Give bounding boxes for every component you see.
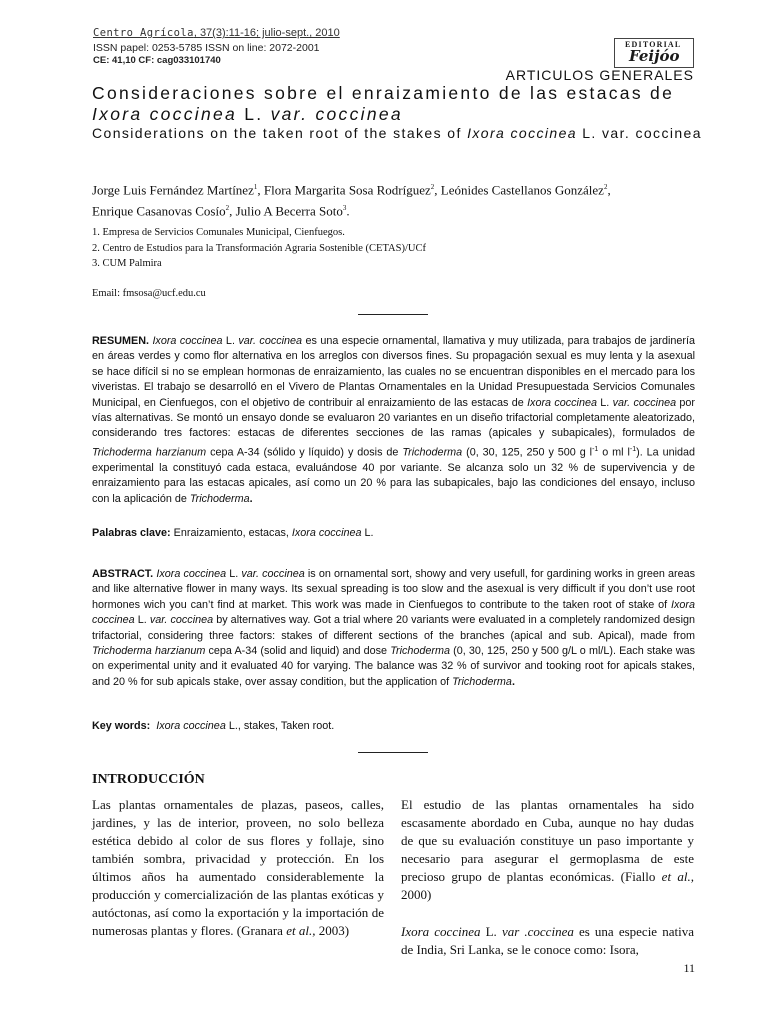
- author-name: , Leónides Castellanos González: [434, 182, 604, 198]
- body-paragraph: [401, 796, 694, 904]
- citation-italic: et al.,: [661, 869, 694, 884]
- abstract-text: (0, 30, 125, 250 y 500 g/L o ml/L). Each stake was on experimental unity and it evaluated 40 for varying. The balance was 32 % of survivor and tooking root for apicals stakes, and 20 % for sub apicals stake, over assay condition, but the application of: [92, 645, 695, 688]
- title-es-mid: L.: [237, 104, 271, 124]
- author-affil-mark: 2: [430, 183, 435, 191]
- author-end: .: [346, 203, 350, 219]
- page-number: 11: [683, 961, 695, 975]
- abstract-italic: Ixora coccinea: [156, 568, 227, 580]
- logo-main-text: Feijóo: [629, 47, 680, 65]
- author-name: Enrique Casanovas Cosío: [92, 203, 226, 219]
- title-es-species: Ixora coccinea: [92, 104, 238, 124]
- author-separator: ,: [607, 182, 611, 198]
- body-column-right: [401, 796, 694, 978]
- title-es-variety: var. coccinea: [270, 104, 403, 124]
- body-text: El estudio de las plantas ornamentales ha sido escasamente abordado en Cuba, aunque no hay dudas de que su evaluación constituye un paso importante y necesario para asegurar el germoplasma de este precioso grupo de plantas económicas. (Fiallo: [401, 797, 694, 884]
- journal-citation: [93, 27, 340, 39]
- title-en-text: Considerations on the taken root of the stakes of: [92, 125, 468, 141]
- resumen-italic: Trichoderma harzianum: [92, 446, 207, 459]
- resumen-italic: Ixora coccinea: [527, 396, 597, 409]
- ce-cf-line: CE: 41,10 CF: cag033101740: [93, 55, 221, 66]
- abstract-italic: var. coccinea: [149, 614, 214, 627]
- author-list: [92, 178, 702, 221]
- logo-top-text: EDITORIAL: [625, 40, 682, 49]
- body-text: 2000): [401, 887, 432, 902]
- abstract-text: L.: [134, 614, 150, 627]
- resumen-superscript: -1: [629, 445, 637, 453]
- title-en-species: Ixora coccinea: [467, 125, 577, 141]
- title-english: [92, 124, 712, 142]
- palabras-text: Enraizamiento, estacas,: [170, 527, 292, 539]
- body-text: L.: [480, 924, 502, 939]
- resumen-paragraph: [92, 334, 695, 507]
- resumen-italic: Ixora coccinea: [152, 335, 223, 347]
- body-column-left: [92, 796, 384, 959]
- abstract-italic: Trichoderma: [390, 645, 450, 658]
- citation-italic: et al.,: [286, 923, 316, 938]
- section-label: ARTICULOS GENERALES: [505, 67, 694, 83]
- resumen-italic: var. coccinea: [612, 396, 677, 409]
- keywords-label: Key words:: [92, 720, 151, 732]
- abstract-italic: Ixora coccinea: [92, 598, 695, 627]
- title-en-suffix: L. var. coccinea: [576, 125, 702, 141]
- title-es-text: Consideraciones sobre el enraizamiento de las estacas de: [92, 83, 675, 103]
- title-spanish: [92, 83, 712, 125]
- resumen-text: ). La unidad experimental la constituyó cada estaca, evaluándose 40 por variante. Se alcanza solo un 32 % de supervivencia y de enraizamiento para las estacas apicales, así como un 20 % para las subapicales, bajo las condiciones del ensayo, incluso con la aplicación de: [92, 446, 696, 505]
- contact-email: Email: fmsosa@ucf.edu.cu: [92, 288, 206, 299]
- author-affil-mark: 1: [253, 183, 258, 191]
- resumen-superscript: -1: [592, 445, 599, 453]
- affiliation-list: [92, 225, 426, 272]
- abstract-paragraph: [92, 567, 695, 690]
- resumen-text: es una especie ornamental, llamativa y muy utilizada, para trabajos de jardinería en áreas verdes y como flor alternativa en los arreglos con diversos fines. Su propagación sexual es muy lenta y la asexual se hace difícil si no se emplean hormonas de enraizamiento, las cuales no se encuentran disponibles en el mercado para los viveristas. El trabajo se desarrolló en el Vivero de Plantas Ornamentales en la Unidad Presupuestada Servicios Comunales Municipal, en Cienfuegos, con el objetivo de contribuir al enraizamiento de las estacas de: [92, 335, 695, 409]
- body-text: Las plantas ornamentales de plazas, paseos, calles, jardines, y las de interior, proveen, no solo belleza estética debido al color de sus flores y follaje, sino también sombra, privacidad y protección. En los últimos años ha aumentado considerablemente la producción y comercialización de las plantas exóticas y autóctonas, así como la exportación y la importación de numerosas plantas y flores. (Granara: [92, 797, 384, 938]
- resumen-text: o ml l: [598, 446, 630, 459]
- resumen-text: .: [249, 492, 253, 505]
- species-italic: Ixora coccinea: [401, 924, 481, 939]
- palabras-italic: Ixora coccinea: [291, 527, 362, 539]
- abstract-italic: Trichoderma harzianum: [92, 645, 206, 658]
- author-name: , Flora Margarita Sosa Rodríguez: [257, 182, 431, 198]
- palabras-text: L.: [361, 527, 374, 539]
- author-name: , Julio A Becerra Soto: [229, 203, 343, 219]
- key-words: [92, 719, 695, 734]
- body-text: es una especie nativa de India, Sri Lanka, se le conoce como: Isora,: [401, 924, 694, 957]
- abstract-italic: Trichoderma: [452, 675, 512, 688]
- affiliation-item: 2. Centro de Estudios para la Transformación Agraria Sostenible (CETAS)/UCf: [92, 242, 426, 254]
- abstract-label: ABSTRACT.: [92, 568, 154, 580]
- affiliation-item: 3. CUM Palmira: [92, 258, 162, 269]
- author-affil-mark: 3: [342, 204, 347, 213]
- section-heading: INTRODUCCIÓN: [92, 772, 205, 787]
- resumen-italic: Trichoderma: [402, 446, 463, 459]
- abstract-text: is on ornamental sort, showy and very usefull, for gardining works in green areas and like alternative flower in many ways. Its sexual spreading is too slow and the asexual is very difficult if you don’t use root hormones wich you can’t find at market. This work was made in Cienfuegos to contribute to the taken root of stake of: [92, 568, 695, 611]
- abstract-text: L.: [226, 568, 242, 580]
- resumen-text: L.: [222, 335, 239, 347]
- journal-name: Centro Agrícola: [93, 27, 194, 39]
- author-name: Jorge Luis Fernández Martínez: [92, 182, 254, 198]
- separator-rule: [358, 314, 428, 315]
- resumen-text: L.: [596, 396, 613, 409]
- separator-rule: [358, 752, 428, 753]
- body-paragraph: [401, 923, 694, 959]
- abstract-italic: var. coccinea: [241, 568, 305, 580]
- resumen-italic: Trichoderma: [189, 492, 250, 505]
- species-italic: var .coccinea: [501, 924, 574, 939]
- keywords-italic: Ixora coccinea: [156, 720, 226, 732]
- publisher-logo: [614, 38, 694, 68]
- body-paragraph: [92, 796, 384, 940]
- resumen-italic: var. coccinea: [238, 335, 303, 347]
- resumen-text: (0, 30, 125, 250 y 500 g l: [462, 446, 593, 459]
- affiliation-item: 1. Empresa de Servicios Comunales Municipal, Cienfuegos.: [92, 227, 345, 238]
- abstract-text: .: [511, 675, 515, 688]
- palabras-label: Palabras clave:: [92, 527, 171, 539]
- keywords-text: L., stakes, Taken root.: [225, 720, 335, 732]
- palabras-clave: [92, 526, 695, 541]
- abstract-text: cepa A-34 (solid and liquid) and dose: [205, 645, 391, 658]
- abstract-text: by alternatives way. Got a trial where 20 variants were evaluated in a completely randomized design trifactorial, considering three factors: stakes of different sections of the branches (apical and sub. Apical), made from: [92, 614, 695, 642]
- body-text: 2003): [315, 923, 350, 938]
- resumen-text: por vías alternativas. Se montó un ensayo donde se evaluaron 20 variantes en un diseño trifactorial completamente aleatorizado, considerando tres factores: estacas de diferentes secciones de las ramas (apicales y subapicales), formulados de: [92, 396, 695, 440]
- author-affil-mark: 2: [225, 204, 230, 213]
- issn-line: ISSN papel: 0253-5785 ISSN on line: 2072-2001: [93, 42, 320, 54]
- resumen-text: cepa A-34 (sólido y líquido) y dosis de: [206, 446, 403, 459]
- author-affil-mark: 2: [603, 183, 608, 191]
- journal-issue: , 37(3):11-16; julio-sept., 2010: [193, 27, 340, 39]
- resumen-label: RESUMEN.: [92, 335, 149, 347]
